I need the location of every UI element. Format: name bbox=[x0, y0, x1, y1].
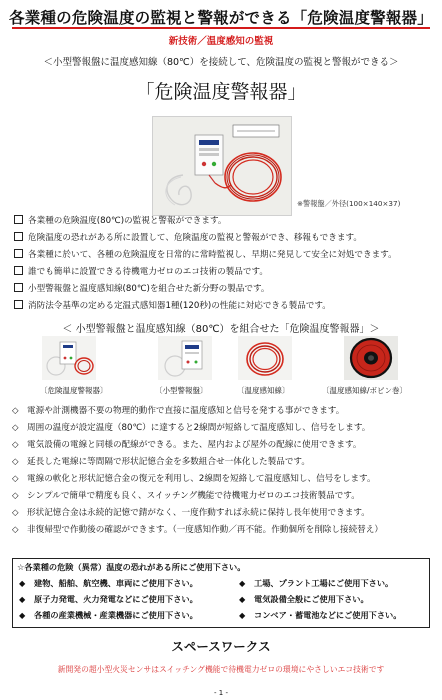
feature-text: 延長した電線に等間隔で形状記憶合金を多数組合せ一体化した製品です。 bbox=[27, 457, 310, 467]
feature-text: 危険温度の恐れがある所に設置して、危険温度の監視と警報ができ、移報もできます。 bbox=[28, 233, 362, 243]
thumb-alarm-panel bbox=[158, 336, 212, 380]
thumb-sensing-wire bbox=[238, 336, 292, 380]
feature-text: 非復帰型で作動後の確認ができます。（一度感知作動／再不能。作動個所を削除し接続替え） bbox=[27, 525, 383, 535]
feature-item bbox=[14, 231, 362, 243]
company-name: スペースワークス bbox=[171, 639, 271, 654]
feature-item bbox=[12, 421, 370, 433]
feature-text: シンプルで簡単で精度も良く、スイッチング機能で待機電力ゼロのエコ技術製品です。 bbox=[27, 491, 360, 501]
feature-item bbox=[12, 438, 361, 450]
usage-item: ◆ 原子力発電、火力発電などにご使用下さい。 bbox=[19, 594, 198, 604]
usage-box-title: ☆各業種の危険（異常）温度の恐れがある所にご使用下さい。 bbox=[17, 562, 246, 572]
diamond-filled-icon: ◆ bbox=[239, 610, 246, 620]
feature-text: 消防法令基準の定める定温式感知器1種(120秒)の性能に対応できる製品です。 bbox=[28, 301, 331, 311]
diamond-outline-icon: ◇ bbox=[12, 525, 19, 535]
diamond-outline-icon: ◇ bbox=[12, 491, 19, 501]
diamond-outline-icon: ◇ bbox=[12, 406, 19, 416]
diamond-outline-icon: ◇ bbox=[12, 423, 19, 433]
thumb-alarm-set bbox=[42, 336, 96, 380]
feature-item bbox=[12, 489, 360, 501]
component-caption: 〔温度感知線〕 bbox=[237, 386, 290, 395]
checkbox-square-icon bbox=[14, 300, 23, 309]
diamond-outline-icon: ◇ bbox=[12, 508, 19, 518]
combo-section-title: ＜ 小型警報盤と温度感知線（80℃）を組合せた「危険温度警報器」＞ bbox=[62, 324, 380, 335]
diamond-outline-icon: ◇ bbox=[12, 474, 19, 484]
diamond-outline-icon: ◇ bbox=[12, 457, 19, 467]
feature-text: 各業種の危険温度(80℃)の監視と警報ができます。 bbox=[28, 216, 227, 226]
photo-caption: ※警報盤／外径(100×140×37) bbox=[297, 199, 401, 208]
component-caption: 〔危険温度警報器〕 bbox=[40, 386, 108, 395]
feature-text: 形状記憶合金は永続的記憶で錆がなく、一度作動すれば永続に保持し長年使用できます。 bbox=[27, 508, 370, 518]
checkbox-square-icon bbox=[14, 215, 23, 224]
feature-item bbox=[12, 472, 376, 484]
page-title: 各業種の危険温度の監視と警報ができる「危険温度警報器」 bbox=[9, 9, 433, 27]
feature-item bbox=[14, 248, 397, 260]
component-caption: 〔温度感知線/ボビン巻〕 bbox=[322, 386, 408, 395]
product-name: 「危険温度警報器」 bbox=[135, 81, 307, 103]
diamond-filled-icon: ◆ bbox=[19, 610, 26, 620]
usage-item: ◆ 電気設備全般にご使用下さい。 bbox=[239, 594, 369, 604]
usage-item: ◆ コンベア・蓄電池などにご使用下さい。 bbox=[239, 610, 402, 620]
intro-text: ＜小型警報盤に温度感知線（80℃）を接続して、危険温度の監視と警報ができる＞ bbox=[43, 57, 399, 68]
product-photo-illustration bbox=[153, 117, 291, 215]
feature-item bbox=[14, 299, 331, 311]
feature-text: 電源や計測機器不要の物理的動作で直接に温度感知と信号を発する事ができます。 bbox=[27, 406, 345, 416]
feature-text: 電気設備の電線と同様の配線ができる。また、屋内および屋外の配線に使用できます。 bbox=[27, 440, 362, 450]
diamond-filled-icon: ◆ bbox=[19, 578, 26, 588]
checkbox-square-icon bbox=[14, 232, 23, 241]
feature-item bbox=[14, 265, 268, 277]
feature-item bbox=[14, 214, 226, 226]
subtitle: 新技術／温度感知の監視 bbox=[168, 36, 274, 47]
feature-item bbox=[12, 404, 344, 416]
title-underline bbox=[12, 27, 430, 29]
usage-item: ◆ 各種の産業機械・産業機器にご使用下さい。 bbox=[19, 610, 198, 620]
feature-item bbox=[12, 455, 310, 467]
feature-text: 各業種に於いて、各種の危険温度を日常的に常時監視し、早期に発見して安全に対処できます。 bbox=[28, 250, 397, 260]
checkbox-square-icon bbox=[14, 283, 23, 292]
feature-text: 周囲の温度が設定温度（80℃）に達すると2線間が短絡して温度感知し、信号をします。 bbox=[27, 423, 371, 433]
diamond-filled-icon: ◆ bbox=[239, 594, 246, 604]
checkbox-square-icon bbox=[14, 266, 23, 275]
diamond-outline-icon: ◇ bbox=[12, 440, 19, 450]
feature-item bbox=[12, 506, 370, 518]
usage-item: ◆ 工場、プラント工場にご使用下さい。 bbox=[239, 578, 394, 588]
footer-note: 新開発の超小型火災センサはスイッチング機能で待機電力ゼロの環境にやさしいエコ技術です bbox=[57, 665, 385, 674]
feature-text: 小型警報盤と温度感知線(80℃)を組合せた新分野の製品です。 bbox=[28, 284, 270, 294]
thumb-wire-bobbin bbox=[344, 336, 398, 380]
usage-box bbox=[12, 558, 430, 628]
usage-item: ◆ 建物、船舶、航空機、車両にご使用下さい。 bbox=[19, 578, 198, 588]
diamond-filled-icon: ◆ bbox=[19, 594, 26, 604]
product-photo bbox=[152, 116, 292, 216]
component-caption: 〔小型警報盤〕 bbox=[155, 386, 208, 395]
feature-text: 誰でも簡単に設置できる待機電力ゼロのエコ技術の製品です。 bbox=[28, 267, 268, 277]
checkbox-square-icon bbox=[14, 249, 23, 258]
feature-text: 電線の軟化と形状記憶合金の復元を利用し、2線間を短絡して温度感知し、信号をします。 bbox=[27, 474, 376, 484]
feature-item bbox=[12, 523, 383, 535]
diamond-filled-icon: ◆ bbox=[239, 578, 246, 588]
page-number: - 1 - bbox=[214, 689, 228, 697]
feature-item bbox=[14, 282, 269, 294]
